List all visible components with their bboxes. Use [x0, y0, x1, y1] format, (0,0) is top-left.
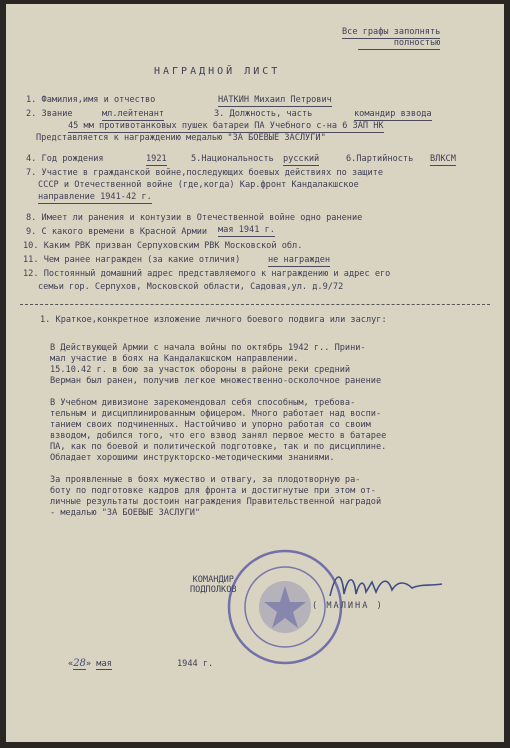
field-9-label: 9. С какого времени в Красной Армии — [26, 227, 208, 237]
field-3-value: командир взвода — [354, 109, 432, 119]
field-2-value: мл.лейтенант — [102, 109, 165, 119]
field-5-label: 5.Национальность — [191, 154, 274, 164]
date-month: мая — [96, 659, 112, 669]
feat-line: Обладает хорошими инструкторско-методическими знаниями. — [50, 453, 335, 463]
header-note: Все графы заполнять полностью — [342, 27, 441, 48]
field-5-value: русский — [283, 154, 320, 164]
feat-line: мал участие в боях на Кандалакшском направлении. — [50, 354, 299, 364]
field-8: 8. Имеет ли ранения и контузии в Отечественной войне одно ранение — [26, 213, 363, 223]
feat-text — [50, 344, 490, 520]
award-nomination: Представляется к награждению медалью "ЗА БОЕВЫЕ ЗАСЛУГИ" — [36, 133, 326, 143]
date-day: 28 — [73, 658, 86, 669]
section-divider — [20, 304, 490, 305]
feat-line: В Действующей Армии с начала войны по октябрь 1942 г.. Прини- — [50, 343, 366, 353]
feat-line: взводом, добился того, что его взвод занял первое место в батарее — [50, 431, 387, 441]
feat-line: - медалью "ЗА БОЕВЫЕ ЗАСЛУГИ" — [50, 508, 201, 518]
field-7-line-1: 7. Участие в гражданской войне,последующих боевых действиях по защите — [26, 168, 383, 178]
signing-date: «28» мая 1944 г. — [68, 658, 214, 669]
field-7-line-3: направление 1941-42 г. — [38, 192, 152, 202]
award-sheet — [6, 4, 504, 742]
field-11-value: не награжден — [268, 255, 331, 265]
feat-line: танием своих подчиненных. Настойчиво и упорно работая со своим — [50, 420, 371, 430]
feat-line: Верман был ранен, получив легкое множественно-осколочное ранение — [50, 376, 382, 386]
field-10: 10. Каким РВК призван Серпуховским РВК Московской обл. — [23, 241, 303, 251]
field-3-continued: 45 мм противотанковых пушек батареи ПА Учебного с-на 6 ЗАП НК — [68, 121, 384, 131]
handwritten-signature — [326, 566, 446, 606]
field-1-value: НАТКИН Михаил Петрович — [218, 95, 332, 105]
field-9-value: мая 1941 г. — [218, 225, 275, 235]
feat-heading: 1. Краткое,конкретное изложение личного боевого подвига или заслуг: — [40, 315, 387, 325]
field-3-label: 3. Должность, часть — [214, 109, 313, 119]
feat-line: тельным и дисциплинированным офицером. Много работает над воспи- — [50, 409, 382, 419]
field-2-label: 2. Звание — [26, 109, 73, 119]
field-11-label: 11. Чем ранее награжден (за какие отличия) — [23, 255, 241, 265]
field-4-label: 4. Год рождения — [26, 154, 104, 164]
field-4-value: 1921 — [146, 154, 167, 164]
commander-title: КОМАНДИР ПОДПОЛКОВ — [190, 575, 237, 595]
feat-line: личные результаты достоин награждения Правительственной наградой — [50, 497, 382, 507]
feat-line: ПА, как по боевой и политической подготовке, так и по дисциплине. — [50, 442, 387, 452]
date-year: 1944 г. — [177, 659, 214, 669]
field-7-line-2: СССР и Отечественной войне (где,когда) Кар.фронт Кандалакшское — [38, 180, 359, 190]
field-1-label: 1. Фамилия,имя и отчество — [26, 95, 156, 105]
feat-line: За проявленные в боях мужество и отвагу, за плодотворную ра- — [50, 475, 361, 485]
feat-line: В Учебном дивизионе зарекомендовал себя способным, требова- — [50, 398, 356, 408]
commander-name: ( МАЛИНА ) — [312, 601, 384, 611]
field-6-value: ВЛКСМ — [430, 154, 456, 164]
field-12-line-1: 12. Постоянный домашний адрес представляемого к награждению и адрес его — [23, 269, 391, 279]
feat-line: 15.10.42 г. в бою за участок обороны в районе реки средний — [50, 365, 351, 375]
document-title: НАГРАДНОЙ ЛИСТ — [154, 66, 281, 77]
feat-line: боту по подготовке кадров для фронта и достигнутые при этом от- — [50, 486, 376, 496]
field-12-line-2: семьи гор. Серпухов, Московской области, Садовая,ул. д.9/72 — [38, 282, 344, 292]
field-6-label: 6.Партийность — [346, 154, 414, 164]
